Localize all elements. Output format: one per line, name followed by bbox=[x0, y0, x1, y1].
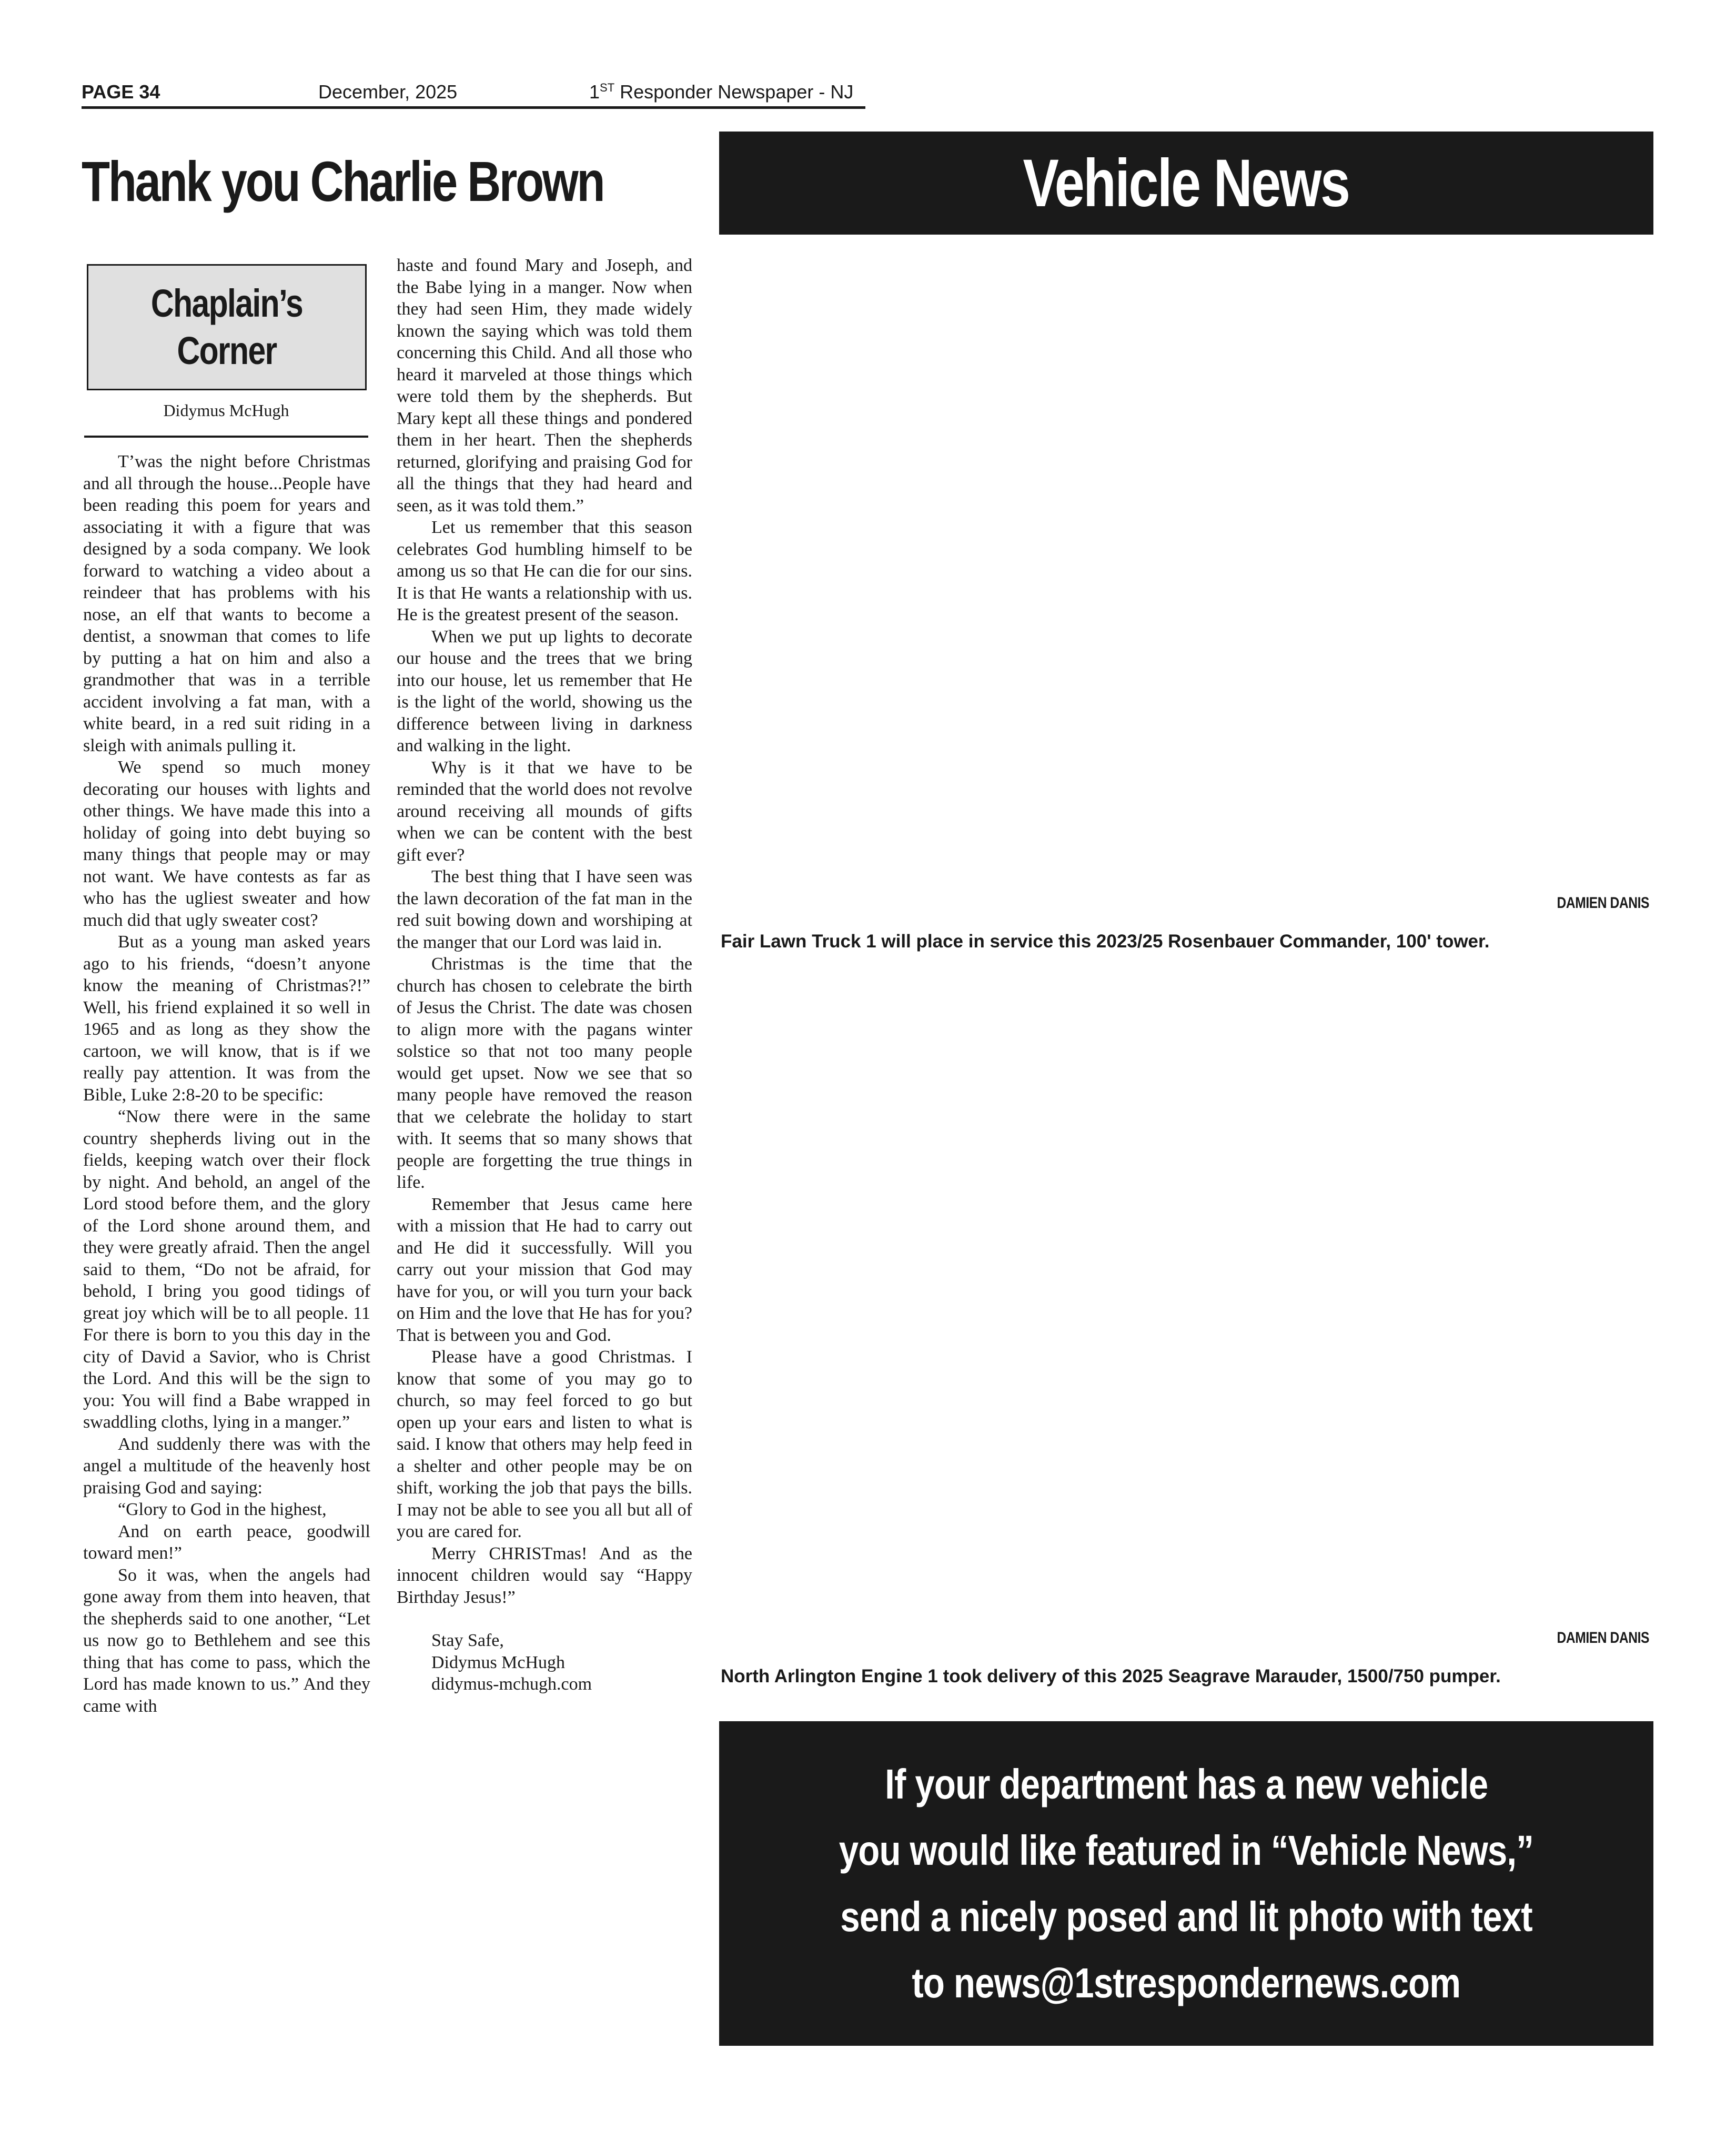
article-paragraph: Merry CHRISTmas! And as the innocent children would say “Happy Birthday Jesus!” bbox=[397, 1543, 692, 1607]
article-signoff bbox=[397, 1630, 692, 1695]
signoff-line: Didymus McHugh bbox=[431, 1652, 566, 1672]
photo-credit: DAMIEN DANIS bbox=[1557, 894, 1649, 912]
chaplain-title-line2: Corner bbox=[177, 329, 277, 372]
cta-line: send a nicely posed and lit photo with text bbox=[840, 1893, 1532, 1940]
article-headline: Thank you Charlie Brown bbox=[82, 149, 604, 213]
photo-caption: North Arlington Engine 1 took delivery of this 2025 Seagrave Marauder, 1500/750 pumper. bbox=[721, 1666, 1501, 1686]
vehicle-photo-fair-lawn bbox=[719, 237, 1653, 886]
publication-suffix: Responder Newspaper - NJ bbox=[614, 81, 854, 103]
byline-divider bbox=[84, 436, 368, 438]
article-paragraph: Let us remember that this season celebrates God humbling himself to be among us so that He can die for our sins. It is that He wants a relationship with us. He is the greatest present of the season. bbox=[397, 518, 692, 624]
page-header bbox=[82, 79, 865, 109]
article-paragraph: And suddenly there was with the angel a multitude of the heavenly host praising God and saying: bbox=[83, 1434, 370, 1498]
article-paragraph: The best thing that I have seen was the lawn decoration of the fat man in the red suit bowing down and worshiping at the manger that our Lord was laid in. bbox=[397, 867, 692, 952]
article-paragraph: “Glory to God in the highest, bbox=[118, 1500, 327, 1519]
chaplain-corner-title bbox=[127, 280, 326, 375]
article-paragraph: “Now there were in the same country shepherds living out in the fields, keeping watch over their flock by night. And behold, an angel of the Lord stood before them, and the glory of the Lord shone around them, and they were greatly afraid. Then the angel said to them, “Do not be afraid, for behold, I bring you good tidings of great joy which will be to all people. 11 For there is born to you this day in the city of David a Savior, who is Christ the Lord. And this will be the sign to you: You will find a Babe wrapped in swaddling cloths, lying in a manger.” bbox=[83, 1107, 370, 1432]
submission-call-to-action bbox=[719, 1721, 1653, 2046]
signoff-line: didymus-mchugh.com bbox=[431, 1674, 592, 1694]
article-column-1 bbox=[83, 451, 370, 1717]
photo-credit: DAMIEN DANIS bbox=[1557, 1629, 1649, 1647]
article-paragraph: When we put up lights to decorate our house and the trees that we bring into our house, let us remember that He is the light of the world, showing us the difference between living in darkness and walking in the light. bbox=[397, 627, 692, 755]
cta-email-line: to news@1strespondernews.com bbox=[912, 1959, 1461, 2006]
chaplain-corner-box bbox=[87, 264, 367, 390]
article-paragraph: And on earth peace, goodwill toward men!” bbox=[83, 1521, 370, 1563]
publication-sup: ST bbox=[600, 81, 615, 94]
author-byline: Didymus McHugh bbox=[163, 401, 289, 420]
article-paragraph: Christmas is the time that the church has chosen to celebrate the birth of Jesus the Christ. The date was chosen to align more with the pagans winter solstice so that not too many people would get upset. Now we see that so many people have removed the reason that we celebrate the holiday to start with. It seems that so many shows that people are forgetting the true things in life. bbox=[397, 954, 692, 1192]
cta-line: you would like featured in “Vehicle News,” bbox=[839, 1826, 1534, 1874]
signoff-line: Stay Safe, bbox=[431, 1631, 504, 1650]
article-paragraph: So it was, when the angels had gone away from them into heaven, that the shepherds said to one another, “Let us now go to Bethlehem and see this thing that has come to pass, which the Lord has made known to us.” And they came with bbox=[83, 1565, 370, 1716]
article-paragraph: haste and found Mary and Joseph, and the Babe lying in a manger. Now when they had seen Him, they made widely known the saying which was told them concerning this Child. And all those who heard it marveled at those things which were told them by the shepherds. But Mary kept all these things and pondered them in her heart. Then the shepherds returned, glorifying and praising God for all the things that they had heard and seen, as it was told them.” bbox=[397, 256, 692, 516]
article-column-2 bbox=[397, 255, 692, 1695]
issue-date: December, 2025 bbox=[318, 81, 458, 103]
vehicle-news-banner bbox=[719, 132, 1653, 235]
article-paragraph: Please have a good Christmas. I know that some of you may go to church, so may feel forced to go but open up your ears and listen to what is said. I know that others may help feed in a shelter and other people may be on shift, working the job that pays the bills. I may not be able to see you all but all of you are cared for. bbox=[397, 1347, 692, 1541]
chaplain-title-line1: Chaplain’s bbox=[150, 281, 303, 325]
photo-caption: Fair Lawn Truck 1 will place in service this 2023/25 Rosenbauer Commander, 100' tower. bbox=[721, 931, 1490, 952]
vehicle-news-title: Vehicle News bbox=[1023, 145, 1350, 221]
article-paragraph: Why is it that we have to be reminded that the world does not revolve around receiving all mounds of gifts when we can be content with the best gift ever? bbox=[397, 758, 692, 865]
publication-name bbox=[589, 81, 853, 103]
article-paragraph: T’was the night before Christmas and all through the house...People have been reading this poem for years and associating it with a figure that was designed by a soda company. We look forward to watching a video about a reindeer that has problems with his nose, an elf that wants to become a dentist, a snowman that comes to life by putting a hat on him and also a grandmother that was in a terrible accident involving a fat man, with a white beard, in a red suit riding in a sleigh with animals pulling it. bbox=[83, 452, 370, 755]
page-number: PAGE 34 bbox=[82, 81, 160, 103]
publication-prefix: 1 bbox=[589, 81, 600, 103]
article-paragraph: But as a young man asked years ago to his friends, “doesn’t anyone know the meaning of Christmas?!” Well, his friend explained it so well in 1965 and as long as they show the cartoon, we will know, that is if we really pay attention. It was from the Bible, Luke 2:8-20 to be specific: bbox=[83, 932, 370, 1105]
article-paragraph: Remember that Jesus came here with a mission that He had to carry out and He did it successfully. Will you carry out your mission that God may have for you, or will you turn your back on Him and the love that He has for you? That is between you and God. bbox=[397, 1194, 692, 1345]
cta-line: If your department has a new vehicle bbox=[884, 1760, 1488, 1807]
vehicle-photo-north-arlington bbox=[719, 968, 1653, 1620]
article-paragraph: We spend so much money decorating our houses with lights and other things. We have made this into a holiday of going into debt buying so many things that people may or may not want. We have contests as far as who has the ugliest sweater and how much did that ugly sweater cost? bbox=[83, 758, 370, 930]
